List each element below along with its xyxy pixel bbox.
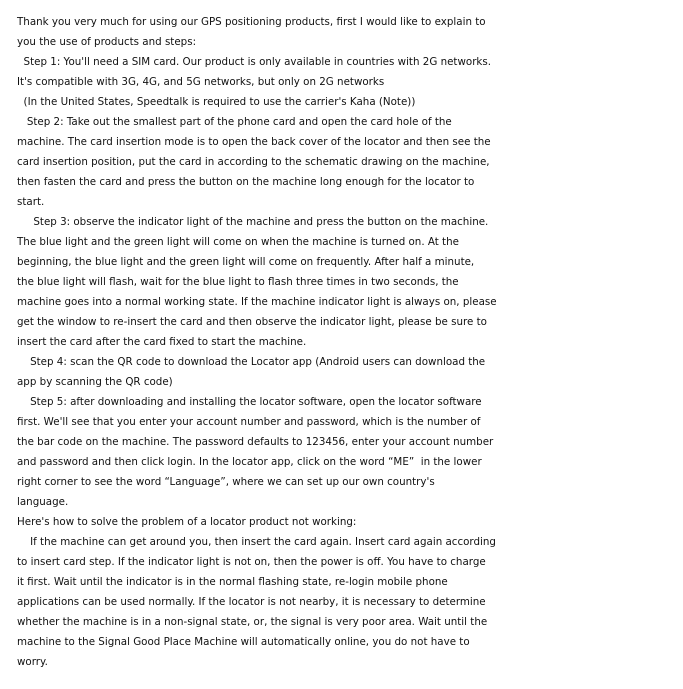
text-line: insert the card after the card fixed to start the machine. [17, 336, 307, 348]
text-line: app by scanning the QR code) [17, 376, 173, 388]
text-line: language. [17, 496, 69, 508]
text-line: to insert card step. If the indicator light is not on, then the power is off. You have to charge [17, 556, 486, 568]
text-line: The blue light and the green light will come on when the machine is turned on. At the [17, 236, 459, 248]
step-4-line: Step 4: scan the QR code to download the Locator app (Android users can download the [17, 356, 486, 368]
note-line: (In the United States, Speedtalk is required to use the carrier's Kaha (Note)) [17, 96, 416, 108]
text-line: start. [17, 196, 45, 208]
text-line: and password and then click login. In the locator app, click on the word “ME” in the lower [17, 456, 482, 468]
text-line: whether the machine is in a non-signal state, or, the signal is very poor area. Wait until the [17, 616, 488, 628]
text-line: you the use of products and steps: [17, 36, 197, 48]
text-line: right corner to see the word “Language”, where we can set up our own country's [17, 476, 435, 488]
text-line: Thank you very much for using our GPS positioning products, first I would like to explain to [17, 16, 486, 28]
text-line: machine. The card insertion mode is to open the back cover of the locator and then see the [17, 136, 491, 148]
step-2-line: Step 2: Take out the smallest part of the phone card and open the card hole of the [17, 116, 452, 128]
text-line: it first. Wait until the indicator is in the normal flashing state, re-login mobile phone [17, 576, 448, 588]
text-line: machine to the Signal Good Place Machine will automatically online, you do not have to [17, 636, 470, 648]
text-line: first. We'll see that you enter your account number and password, which is the number of [17, 416, 481, 428]
text-line: applications can be used normally. If the locator is not nearby, it is necessary to determine [17, 596, 486, 608]
text-line: then fasten the card and press the button on the machine long enough for the locator to [17, 176, 475, 188]
step-3-line: Step 3: observe the indicator light of the machine and press the button on the machine. [17, 216, 489, 228]
troubleshooting-heading: Here's how to solve the problem of a locator product not working: [17, 516, 357, 528]
text-line: get the window to re-insert the card and then observe the indicator light, please be sure to [17, 316, 487, 328]
text-line: If the machine can get around you, then insert the card again. Insert card again according [17, 536, 496, 548]
step-1-line: Step 1: You'll need a SIM card. Our product is only available in countries with 2G networks. [17, 56, 492, 68]
text-line: It's compatible with 3G, 4G, and 5G networks, but only on 2G networks [17, 76, 385, 88]
text-line: beginning, the blue light and the green light will come on frequently. After half a minute, [17, 256, 475, 268]
text-line: worry. [17, 656, 48, 668]
text-line: the bar code on the machine. The password defaults to 123456, enter your account number [17, 436, 494, 448]
step-5-line: Step 5: after downloading and installing the locator software, open the locator software [17, 396, 482, 408]
text-line: the blue light will flash, wait for the blue light to flash three times in two seconds, the [17, 276, 459, 288]
text-line: card insertion position, put the card in according to the schematic drawing on the machine, [17, 156, 490, 168]
text-line: machine goes into a normal working state. If the machine indicator light is always on, please [17, 296, 497, 308]
